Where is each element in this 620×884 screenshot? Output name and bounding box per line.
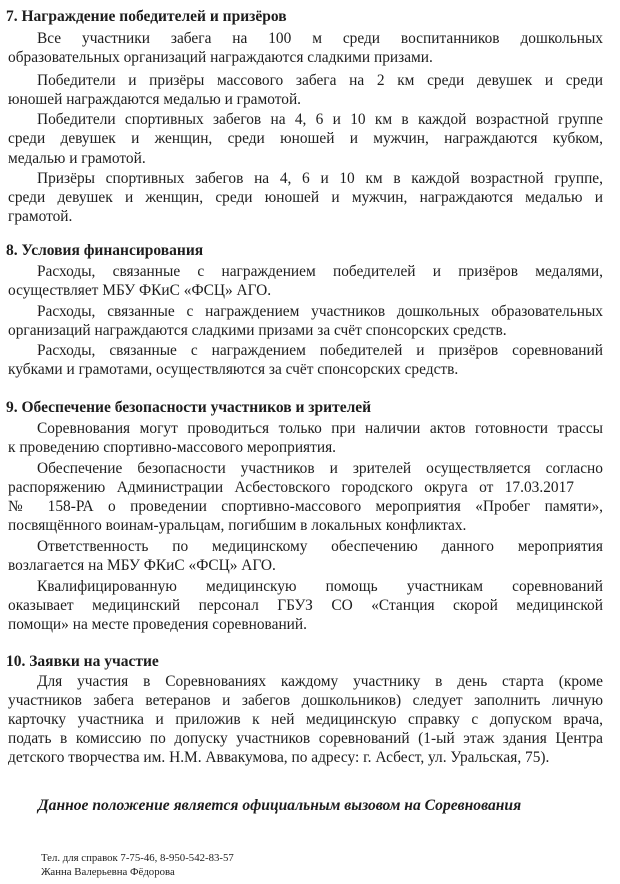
section-7-line: Призёры спортивных забегов на 4, 6 и 10 км в каждой возрастной группе, (37, 170, 603, 187)
section-10-line: подать в комиссию по допуску участников соревнований (1-ый этаж здания Центра (8, 730, 603, 747)
official-call-statement: Данное положение является официальным вызовом на Соревнования (38, 797, 522, 814)
section-7-line: среди девушек и женщин, среди юношей и мужчин, награждаются кубком, (8, 130, 603, 147)
section-10-line: карточку участника и приложив к ней медицинскую справку с допуском врача, (8, 711, 603, 728)
section-9-line: Ответственность по медицинскому обеспечению данного мероприятия (37, 538, 603, 555)
section-7-heading: 7. Награждение победителей и призёров (6, 8, 287, 25)
section-7-line: грамотой. (8, 208, 73, 225)
section-8-line: осуществляет МБУ ФКиС «ФСЦ» АГО. (8, 282, 272, 299)
section-7-line: Победители спортивных забегов на 4, 6 и 10 км в каждой возрастной группе (37, 111, 603, 128)
section-8-line: организаций награждаются сладкими призами за счёт спонсорских средств. (8, 322, 507, 339)
section-7-line: юношей награждаются медалью и грамотой. (8, 91, 302, 108)
section-10-line: Для участия в Соревнованиях каждому участнику в день старта (кроме (37, 673, 603, 690)
section-8-line: Расходы, связанные с награждением участников дошкольных образовательных (37, 303, 603, 320)
section-9-line: Обеспечение безопасности участников и зрителей осуществляется согласно (37, 460, 603, 477)
section-9-line: посвящённого воинам-уральцам, погибшим в локальных конфликтах. (8, 517, 467, 534)
section-8-line: Расходы, связанные с награждением победителей и призёров соревнований (37, 342, 603, 359)
section-10-heading: 10. Заявки на участие (6, 653, 159, 670)
section-9-heading: 9. Обеспечение безопасности участников и зрителей (6, 399, 372, 416)
section-7-line: медалью и грамотой. (8, 150, 146, 167)
contact-phone-line: Тел. для справок 7-75-46, 8-950-542-83-57 (41, 852, 234, 864)
contact-person-name: Жанна Валерьевна Фёдорова (41, 866, 175, 878)
section-8-line: кубками и грамотами, осуществляются за счёт спонсорских средств. (8, 361, 459, 378)
section-9-line: распоряжению Администрации Асбестовского городского округа от 17.03.2017 (8, 479, 574, 496)
section-8-line: Расходы, связанные с награждением победителей и призёров медалями, (37, 263, 603, 280)
section-8-heading: 8. Условия финансирования (6, 242, 204, 259)
section-7-line: среди девушек и женщин, среди юношей и мужчин, награждаются медалью и (8, 189, 603, 206)
section-7-line: Победители и призёры массового забега на 2 км среди девушек и среди (37, 72, 603, 89)
section-10-line: участников забега ветеранов и забегов дошкольников) следует заполнить личную (8, 692, 603, 709)
section-9-line: к проведению спортивно-массового мероприятия. (8, 439, 337, 456)
section-7-line: образовательных организаций награждаются сладкими призами. (8, 49, 433, 66)
section-9-line: № 158-РА о проведении спортивно-массового мероприятия «Пробег памяти», (8, 498, 603, 515)
section-9-line: возлагается на МБУ ФКиС «ФСЦ» АГО. (8, 557, 276, 574)
section-7-line: Все участники забега на 100 м среди воспитанников дошкольных (37, 30, 603, 47)
section-10-line: детского творчества им. Н.М. Аввакумова, по адресу: г. Асбест, ул. Уральская, 75). (8, 749, 550, 766)
section-9-line: Квалифицированную медицинскую помощь участникам соревнований (37, 578, 603, 595)
section-9-line: Соревнования могут проводиться только при наличии актов готовности трассы (37, 420, 603, 437)
section-9-line: оказывает медицинский персонал ГБУЗ СО «Станция скорой медицинской (8, 597, 603, 614)
section-9-line: помощи» на месте проведения соревнований. (8, 616, 308, 633)
